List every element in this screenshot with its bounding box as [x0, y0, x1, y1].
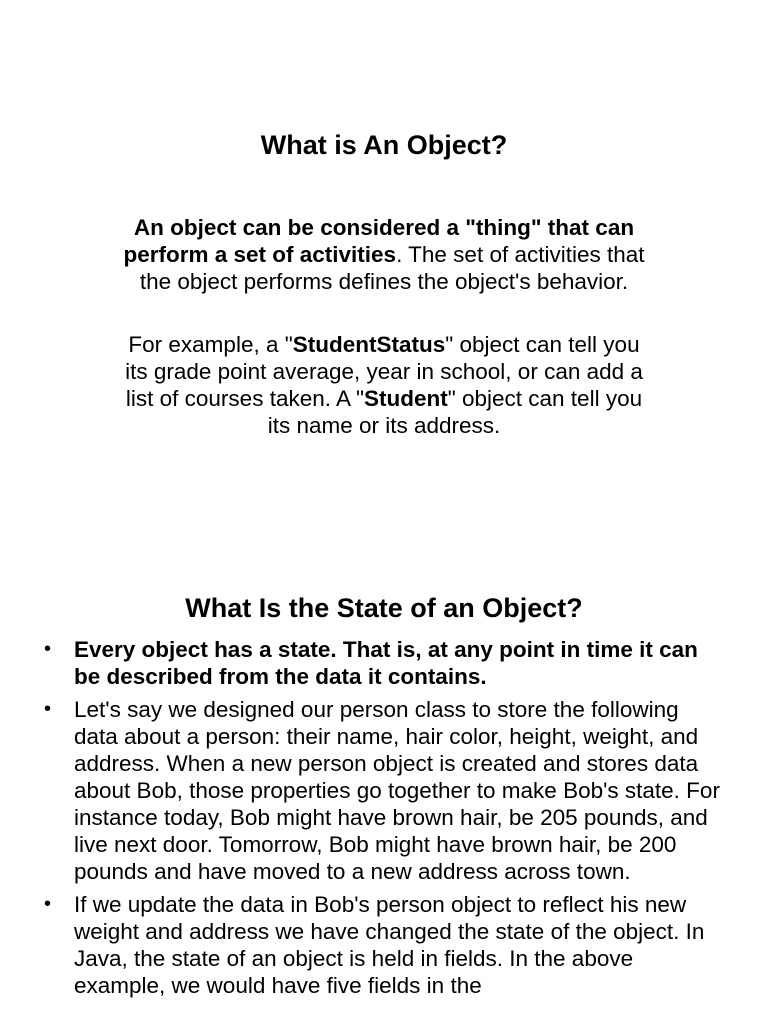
bullet-text: If we update the data in Bob's person object to reflect his new weight and address we have changed the state of the object. In Java, the state of an object is held in fields. In the above example, we would have five fields in the — [74, 892, 705, 998]
example-text-3: " object can tell you its name or its address. — [267, 386, 643, 438]
list-item — [0, 891, 768, 999]
list-item — [0, 636, 768, 690]
bullet-text-bold: Every object has a state. That is, at any point in time it can be described from the data it contains. — [74, 637, 698, 689]
bullet-list — [0, 636, 768, 1005]
bullet-icon: • — [44, 638, 52, 660]
studentstatus-term: StudentStatus — [292, 332, 446, 357]
example-text-1: For example, a " — [128, 332, 293, 357]
bullet-text: Let's say we designed our person class to store the following data about a person: their name, hair color, height, weight, and address. When a new person object is created and stores data about Bob, those properties go together to make Bob's state. For instance today, Bob might have brown hair, be 205 pounds, and live next door. Tomorrow, Bob might have brown hair, be 200 pounds and have moved to a new address across town. — [74, 697, 720, 884]
student-term: Student — [364, 386, 448, 411]
definition-paragraph — [118, 214, 650, 295]
bullet-icon: • — [44, 698, 52, 720]
list-item — [0, 696, 768, 885]
example-paragraph — [118, 331, 650, 439]
slide-title: What Is the State of an Object? — [185, 593, 583, 623]
slide-title: What is An Object? — [260, 130, 508, 160]
example-text-2: " object can tell you its grade point average, year in school, or can add a list of courses taken. A " — [125, 332, 643, 411]
definition-text: . The set of activities that the object performs defines the object's behavior. — [139, 242, 645, 294]
definition-bold-text: An object can be considered a "thing" that can perform a set of activities — [123, 215, 635, 267]
bullet-icon: • — [44, 893, 52, 915]
